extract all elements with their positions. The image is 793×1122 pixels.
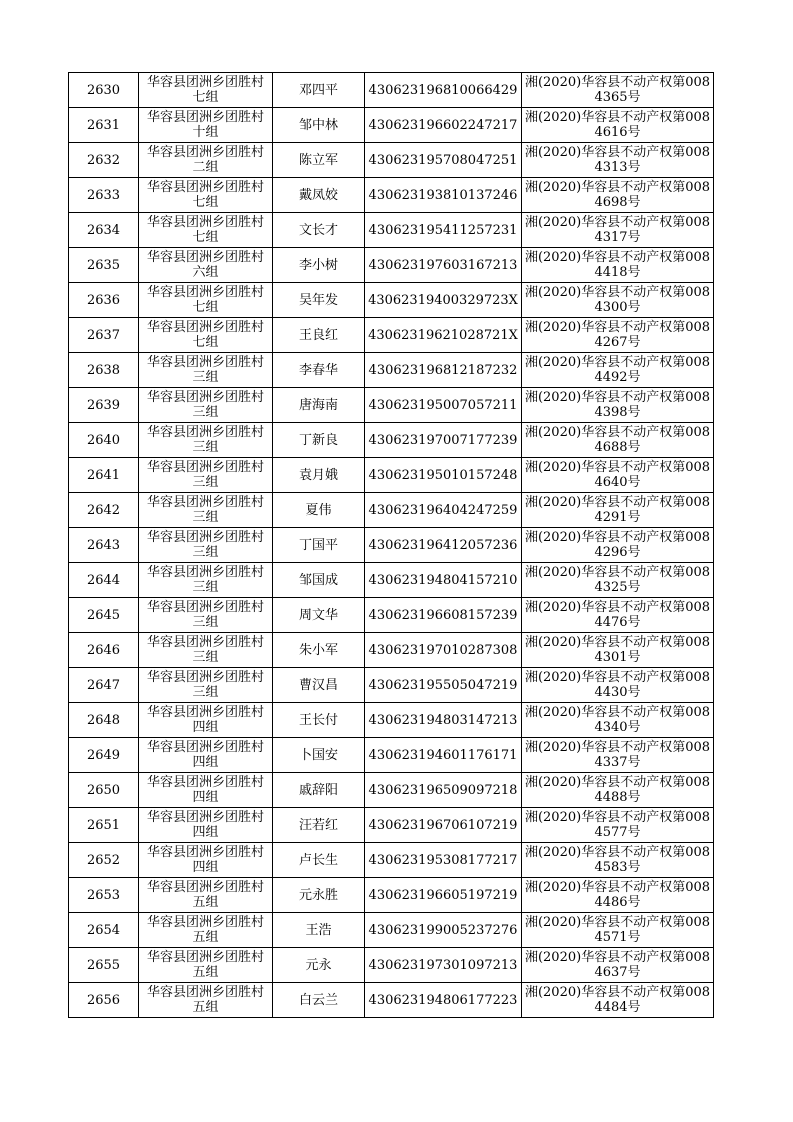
certificate-number-cell: 湘(2020)华容县不动产权第0084492号 [522,353,714,388]
table-row [69,213,714,248]
certificate-number-cell: 湘(2020)华容县不动产权第0084583号 [522,843,714,878]
id-number-cell: 430623195308177217 [365,843,522,878]
certificate-number-cell: 湘(2020)华容县不动产权第0084430号 [522,668,714,703]
row-number-cell: 2656 [69,983,139,1018]
owner-name-cell: 袁月娥 [273,458,365,493]
row-number-cell: 2642 [69,493,139,528]
table-row [69,878,714,913]
id-number-cell: 430623194601176171 [365,738,522,773]
certificate-number-cell: 湘(2020)华容县不动产权第0084365号 [522,73,714,108]
id-number-cell: 430623195505047219 [365,668,522,703]
row-number-cell: 2650 [69,773,139,808]
id-number-cell: 430623195010157248 [365,458,522,493]
table-row [69,178,714,213]
owner-name-cell: 白云兰 [273,983,365,1018]
owner-name-cell: 夏伟 [273,493,365,528]
table-row [69,843,714,878]
id-number-cell: 430623196602247217 [365,108,522,143]
table-row [69,633,714,668]
id-number-cell: 430623197603167213 [365,248,522,283]
address-cell: 华容县团洲乡团胜村四组 [139,773,273,808]
table-row [69,983,714,1018]
owner-name-cell: 汪若红 [273,808,365,843]
row-number-cell: 2635 [69,248,139,283]
address-cell: 华容县团洲乡团胜村三组 [139,353,273,388]
owner-name-cell: 邹中林 [273,108,365,143]
row-number-cell: 2634 [69,213,139,248]
table-row [69,248,714,283]
certificate-number-cell: 湘(2020)华容县不动产权第0084291号 [522,493,714,528]
address-cell: 华容县团洲乡团胜村七组 [139,73,273,108]
row-number-cell: 2649 [69,738,139,773]
table-row [69,528,714,563]
table-row [69,423,714,458]
id-number-cell: 430623195411257231 [365,213,522,248]
address-cell: 华容县团洲乡团胜村四组 [139,703,273,738]
row-number-cell: 2637 [69,318,139,353]
certificate-number-cell: 湘(2020)华容县不动产权第0084476号 [522,598,714,633]
owner-name-cell: 曹汉昌 [273,668,365,703]
row-number-cell: 2630 [69,73,139,108]
row-number-cell: 2655 [69,948,139,983]
table-row [69,808,714,843]
row-number-cell: 2641 [69,458,139,493]
row-number-cell: 2652 [69,843,139,878]
owner-name-cell: 朱小军 [273,633,365,668]
row-number-cell: 2639 [69,388,139,423]
certificate-number-cell: 湘(2020)华容县不动产权第0084616号 [522,108,714,143]
owner-name-cell: 元永 [273,948,365,983]
address-cell: 华容县团洲乡团胜村五组 [139,948,273,983]
row-number-cell: 2631 [69,108,139,143]
table-row [69,668,714,703]
certificate-number-cell: 湘(2020)华容县不动产权第0084488号 [522,773,714,808]
owner-name-cell: 李春华 [273,353,365,388]
id-number-cell: 430623195007057211 [365,388,522,423]
owner-name-cell: 王良红 [273,318,365,353]
owner-name-cell: 元永胜 [273,878,365,913]
id-number-cell: 430623197010287308 [365,633,522,668]
owner-name-cell: 卢长生 [273,843,365,878]
address-cell: 华容县团洲乡团胜村三组 [139,563,273,598]
id-number-cell: 430623197007177239 [365,423,522,458]
table-row [69,458,714,493]
id-number-cell: 430623196812187232 [365,353,522,388]
id-number-cell: 430623194806177223 [365,983,522,1018]
row-number-cell: 2653 [69,878,139,913]
certificate-number-cell: 湘(2020)华容县不动产权第0084267号 [522,318,714,353]
address-cell: 华容县团洲乡团胜村三组 [139,388,273,423]
id-number-cell: 430623193810137246 [365,178,522,213]
row-number-cell: 2644 [69,563,139,598]
certificate-number-cell: 湘(2020)华容县不动产权第0084688号 [522,423,714,458]
id-number-cell: 430623196404247259 [365,493,522,528]
table-row [69,73,714,108]
certificate-number-cell: 湘(2020)华容县不动产权第0084698号 [522,178,714,213]
owner-name-cell: 王长付 [273,703,365,738]
owner-name-cell: 丁国平 [273,528,365,563]
id-number-cell: 43062319621028721X [365,318,522,353]
owner-name-cell: 周文华 [273,598,365,633]
address-cell: 华容县团洲乡团胜村六组 [139,248,273,283]
row-number-cell: 2646 [69,633,139,668]
table-row [69,283,714,318]
owner-name-cell: 卜国安 [273,738,365,773]
owner-name-cell: 邹国成 [273,563,365,598]
address-cell: 华容县团洲乡团胜村七组 [139,178,273,213]
row-number-cell: 2638 [69,353,139,388]
row-number-cell: 2654 [69,913,139,948]
id-number-cell: 430623196509097218 [365,773,522,808]
address-cell: 华容县团洲乡团胜村三组 [139,633,273,668]
id-number-cell: 43062319400329723X [365,283,522,318]
certificate-number-cell: 湘(2020)华容县不动产权第0084313号 [522,143,714,178]
row-number-cell: 2636 [69,283,139,318]
owner-name-cell: 李小树 [273,248,365,283]
certificate-number-cell: 湘(2020)华容县不动产权第0084577号 [522,808,714,843]
address-cell: 华容县团洲乡团胜村三组 [139,458,273,493]
certificate-number-cell: 湘(2020)华容县不动产权第0084637号 [522,948,714,983]
owner-name-cell: 文长才 [273,213,365,248]
address-cell: 华容县团洲乡团胜村三组 [139,423,273,458]
address-cell: 华容县团洲乡团胜村四组 [139,843,273,878]
certificate-number-cell: 湘(2020)华容县不动产权第0084301号 [522,633,714,668]
address-cell: 华容县团洲乡团胜村五组 [139,913,273,948]
certificate-number-cell: 湘(2020)华容县不动产权第0084296号 [522,528,714,563]
table-row [69,773,714,808]
table-row [69,913,714,948]
table-row [69,493,714,528]
table-row [69,108,714,143]
id-number-cell: 430623197301097213 [365,948,522,983]
certificate-number-cell: 湘(2020)华容县不动产权第0084325号 [522,563,714,598]
id-number-cell: 430623199005237276 [365,913,522,948]
row-number-cell: 2648 [69,703,139,738]
id-number-cell: 430623194803147213 [365,703,522,738]
owner-name-cell: 丁新良 [273,423,365,458]
certificate-number-cell: 湘(2020)华容县不动产权第0084317号 [522,213,714,248]
certificate-number-cell: 湘(2020)华容县不动产权第0084418号 [522,248,714,283]
address-cell: 华容县团洲乡团胜村三组 [139,528,273,563]
certificate-number-cell: 湘(2020)华容县不动产权第0084640号 [522,458,714,493]
address-cell: 华容县团洲乡团胜村四组 [139,808,273,843]
address-cell: 华容县团洲乡团胜村三组 [139,668,273,703]
table-row [69,598,714,633]
certificate-number-cell: 湘(2020)华容县不动产权第0084300号 [522,283,714,318]
certificate-number-cell: 湘(2020)华容县不动产权第0084340号 [522,703,714,738]
row-number-cell: 2632 [69,143,139,178]
table-row [69,948,714,983]
owner-name-cell: 吴年发 [273,283,365,318]
row-number-cell: 2643 [69,528,139,563]
table-body [69,73,714,1018]
id-number-cell: 430623196706107219 [365,808,522,843]
address-cell: 华容县团洲乡团胜村三组 [139,598,273,633]
address-cell: 华容县团洲乡团胜村二组 [139,143,273,178]
address-cell: 华容县团洲乡团胜村十组 [139,108,273,143]
property-records-table [68,72,714,1018]
address-cell: 华容县团洲乡团胜村五组 [139,878,273,913]
owner-name-cell: 戴凤姣 [273,178,365,213]
address-cell: 华容县团洲乡团胜村七组 [139,283,273,318]
owner-name-cell: 陈立军 [273,143,365,178]
table-row [69,353,714,388]
owner-name-cell: 戚辞阳 [273,773,365,808]
owner-name-cell: 唐海南 [273,388,365,423]
owner-name-cell: 邓四平 [273,73,365,108]
table-row [69,703,714,738]
id-number-cell: 430623194804157210 [365,563,522,598]
certificate-number-cell: 湘(2020)华容县不动产权第0084484号 [522,983,714,1018]
id-number-cell: 430623196605197219 [365,878,522,913]
table-row [69,563,714,598]
address-cell: 华容县团洲乡团胜村七组 [139,213,273,248]
certificate-number-cell: 湘(2020)华容县不动产权第0084337号 [522,738,714,773]
address-cell: 华容县团洲乡团胜村四组 [139,738,273,773]
row-number-cell: 2645 [69,598,139,633]
certificate-number-cell: 湘(2020)华容县不动产权第0084486号 [522,878,714,913]
table-row [69,318,714,353]
table-row [69,738,714,773]
id-number-cell: 430623196412057236 [365,528,522,563]
id-number-cell: 430623195708047251 [365,143,522,178]
table-row [69,388,714,423]
address-cell: 华容县团洲乡团胜村三组 [139,493,273,528]
address-cell: 华容县团洲乡团胜村七组 [139,318,273,353]
certificate-number-cell: 湘(2020)华容县不动产权第0084571号 [522,913,714,948]
address-cell: 华容县团洲乡团胜村五组 [139,983,273,1018]
certificate-number-cell: 湘(2020)华容县不动产权第0084398号 [522,388,714,423]
row-number-cell: 2647 [69,668,139,703]
row-number-cell: 2633 [69,178,139,213]
id-number-cell: 430623196810066429 [365,73,522,108]
table-row [69,143,714,178]
row-number-cell: 2651 [69,808,139,843]
row-number-cell: 2640 [69,423,139,458]
owner-name-cell: 王浩 [273,913,365,948]
id-number-cell: 430623196608157239 [365,598,522,633]
